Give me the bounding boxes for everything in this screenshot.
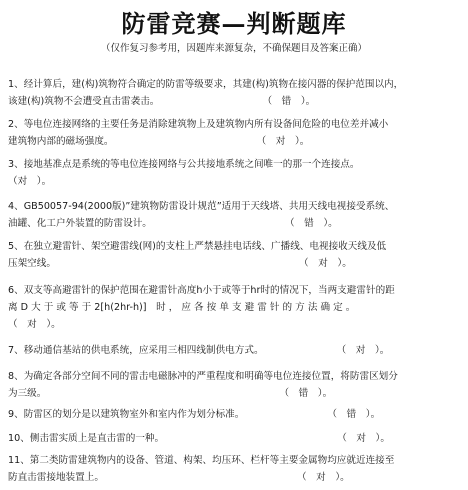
question-10-text: 10、侧击雷实质上是直击雷的一种。 [8,433,165,444]
question-4-line-1: 4、GB50057-94(2000版)”建筑物防雷设计规范”适用于天线塔、共用天线电视接受系统、 [8,201,395,212]
question-2-answer: （ 对 ）。 [256,136,310,147]
question-3-answer: （对 ）。 [8,176,52,187]
question-1-line-2 [8,93,460,110]
question-4 [8,198,460,232]
question-7-answer: （ 对 ）。 [336,345,390,356]
question-5-line-2 [8,255,460,272]
question-10-line-1 [8,430,460,447]
question-8 [8,368,460,402]
question-11-answer: （ 对 ）。 [297,472,350,483]
question-4-answer: （ 错 ）。 [284,218,338,229]
question-9 [8,406,460,423]
question-6 [8,282,460,333]
question-9-line-1 [8,406,460,423]
question-8-line-1: 8、为确定各部分空间不同的雷击电磁脉冲的严重程度和明确等电位连接位置，将防雷区划分 [8,371,398,382]
question-2-line-1: 2、等电位连接网络的主要任务是消除建筑物上及建筑物内所有设备间危险的电位差并减小 [8,119,389,130]
question-9-text: 9、防雷区的划分是以建筑物室外和室内作为划分标准。 [8,409,245,420]
question-3-line-2 [8,173,460,190]
page-title: 防雷竞赛—判断题库 [121,9,347,38]
question-8-text-end: 为三级。 [8,388,47,399]
question-4-line-2 [8,215,460,232]
question-11 [8,452,460,486]
question-1-answer: （ 错 ）。 [262,96,316,107]
question-11-text-end: 防直击雷接地装置上。 [8,472,104,483]
question-6-line-1: 6、双支等高避雷针的保护范围在避雷针高度h小于或等于hr时的情况下，当两支避雷针的距 [8,285,395,296]
question-5-text-end: 压架空线。 [8,258,56,269]
question-3 [8,156,460,190]
question-7 [8,342,460,359]
question-6-line-2: 离 D 大 于 或 等 于 2[h(2hr-h)] 时 ， 应 各 按 单 支 避 雷 针 的 方 法 确 定 。 [8,302,356,313]
question-10-answer: （ 对 ）。 [337,433,390,444]
question-5 [8,238,460,272]
question-8-answer: （ 错 ）。 [279,388,333,399]
question-7-text: 7、移动通信基站的供电系统，应采用三相四线制供电方式。 [8,345,264,356]
question-5-line-1: 5、在独立避雷针、架空避雷线(网)的支柱上严禁悬挂电话线、广播线、电视接收天线及低 [8,241,387,252]
question-2-text-end: 建筑物内部的磁场强度。 [8,136,114,147]
question-5-answer: （ 对 ）。 [299,258,352,269]
question-7-line-1 [8,342,460,359]
question-2 [8,116,460,150]
question-2-line-2 [8,133,460,150]
question-11-line-2 [8,469,460,486]
question-6-line-3 [8,316,460,333]
question-4-text-end: 油罐、化工户外装置的防雷设计。 [8,218,152,229]
question-11-line-1: 11、第二类防雷建筑物内的设备、管道、构架、均压环、栏杆等主要金属物均应就近连接至 [8,455,395,466]
question-10 [8,430,460,447]
question-3-line-1: 3、接地基准点是系统的等电位连接网络与公共接地系统之间唯一的那一个连接点。 [8,159,360,170]
question-1-line-1: 1、经计算后，建(构)筑物符合确定的防雷等级要求，其建(构)筑物在接闪器的保护范围以内， [8,79,404,90]
question-1 [8,76,460,110]
page-subtitle: （仅作复习参考用，因题库来源复杂，不确保题目及答案正确） [100,43,367,54]
question-6-answer: （ 对 ）。 [8,319,61,330]
question-9-answer: （ 错 ）。 [327,409,381,420]
question-1-text-end: 该建(构)筑物不会遭受直击雷袭击。 [8,96,160,107]
question-8-line-2 [8,385,460,402]
